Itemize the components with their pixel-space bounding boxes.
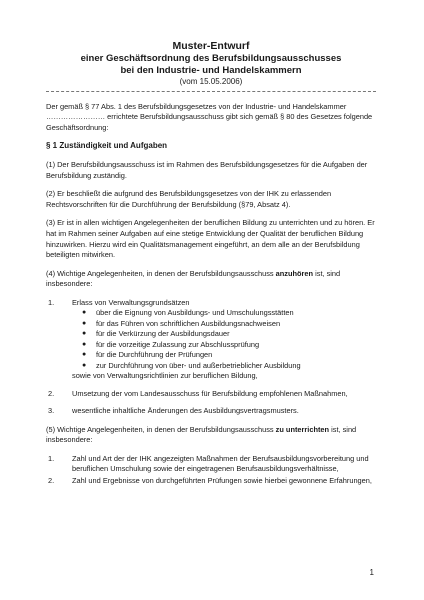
paragraph-3: (3) Er ist in allen wichtigen Angelegenheiten der beruflichen Bildung zu unterrichten und zu hören. Er hat im Rahmen seiner Aufgaben auf eine stetige Entwicklung der Qualität der beruflichen Bildung hinzuwirken. Hierzu wird ein Qualitätsmanagement eingeführt, an dem alle an der Berufsbildung beteiligten mitwirken. bbox=[46, 218, 375, 260]
section-heading: § 1 Zuständigkeit und Aufgaben bbox=[46, 141, 168, 151]
bullet-item: ● über die Eignung von Ausbildungs- und Umschulungsstätten bbox=[82, 308, 294, 318]
bullet-item: ● zur Durchführung von über- und außerbetrieblicher Ausbildung bbox=[82, 360, 301, 370]
list-item: 1. Erlass von Verwaltungsgrundsätzen ● über die Eignung von Ausbildungs- und Umschulungsstätten ● für das Führen von schriftlichen Ausbildungsnachweisen ● für die Verkürzung der Ausbildungsdauer ● für die vorzeitige Zulassung zur Abschlussprüfung ● für die Durchführung der Prüfungen ● zur Durchführung von über- und außerbetrieblicher Ausbildung sowie von Verwaltungsrichtlinien zur beruflichen Bildung, bbox=[66, 298, 376, 382]
paragraph-4: (4) Wichtige Angelegenheiten, in denen der Berufsbildungsausschuss anzuhören ist, sind insbesondere: bbox=[46, 268, 341, 289]
document-header bbox=[46, 40, 376, 87]
bullet-icon: ● bbox=[82, 351, 87, 359]
bullet-icon: ● bbox=[82, 340, 87, 348]
list-item: 2. Zahl und Ergebnisse von durchgeführten Prüfungen sowie hierbei gewonnene Erfahrungen, bbox=[48, 475, 372, 485]
paragraph-5: (5) Wichtige Angelegenheiten, in denen der Berufsbildungsausschuss zu unterrichten ist, sind insbesondere: bbox=[46, 424, 357, 445]
bullet-icon: ● bbox=[82, 309, 87, 317]
intro-paragraph: Der gemäß § 77 Abs. 1 des Berufsbildungsgesetzes von der Industrie- und Handelskammer …………………… errichtete Berufsbildungsausschuss gibt sich gemäß § 80 des Gesetzes folgende Geschäftsordnung: bbox=[46, 101, 373, 132]
bullet-item: ● für das Führen von schriftlichen Ausbildungsnachweisen bbox=[82, 318, 281, 328]
paragraph-1: (1) Der Berufsbildungsausschuss ist im Rahmen des Berufsbildungsgesetzes für die Aufgaben der Berufsbildung zuständig. bbox=[46, 160, 368, 180]
bullet-item: ● für die Verkürzung der Ausbildungsdauer bbox=[82, 329, 230, 339]
bullet-icon: ● bbox=[82, 330, 87, 338]
document-date: (vom 15.05.2006) bbox=[179, 76, 243, 86]
list-unterrichtung bbox=[46, 454, 376, 487]
page-number: 1 bbox=[369, 568, 374, 577]
paragraph-2: (2) Er beschließt die aufgrund des Berufsbildungsgesetzes von der IHK zu erlassenden Rechtsvorschriften für die Durchführung der Berufsbildung (§79, Absatz 4). bbox=[46, 189, 332, 209]
bullet-icon: ● bbox=[82, 319, 87, 327]
emphasis-zu-unterrichten: zu unterrichten bbox=[275, 424, 330, 434]
document-page bbox=[46, 40, 376, 494]
list-item: 1. Zahl und Art der der IHK angezeigten Maßnahmen der Berufsausbildungsvorbereitung und beruflichen Umschulung sowie der eingetragenen Berufsausbildungsverhältnisse, bbox=[48, 453, 369, 474]
list-anhoerung bbox=[46, 298, 376, 417]
bullet-list bbox=[80, 308, 376, 371]
dashed-divider bbox=[46, 91, 376, 92]
bullet-item: ● für die Durchführung der Prüfungen bbox=[82, 350, 213, 360]
document-subtitle-1: einer Geschäftsordnung des Berufsbildungsausschusses bbox=[80, 53, 342, 65]
list-item: 2. Umsetzung der vom Landesausschuss für Berufsbildung empfohlenen Maßnahmen, bbox=[48, 388, 348, 398]
document-title: Muster-Entwurf bbox=[172, 40, 250, 52]
document-subtitle-2: bei den Industrie- und Handelskammern bbox=[120, 65, 302, 76]
bullet-item: ● für die vorzeitige Zulassung zur Abschlussprüfung bbox=[82, 339, 260, 349]
emphasis-anzuhoeren: anzuhören bbox=[275, 268, 314, 278]
list-item-tail: sowie von Verwaltungsrichtlinien zur beruflichen Bildung, bbox=[72, 371, 258, 381]
bullet-icon: ● bbox=[82, 361, 87, 369]
list-item: 3. wesentliche inhaltliche Änderungen des Ausbildungsvertragsmusters. bbox=[48, 406, 299, 416]
